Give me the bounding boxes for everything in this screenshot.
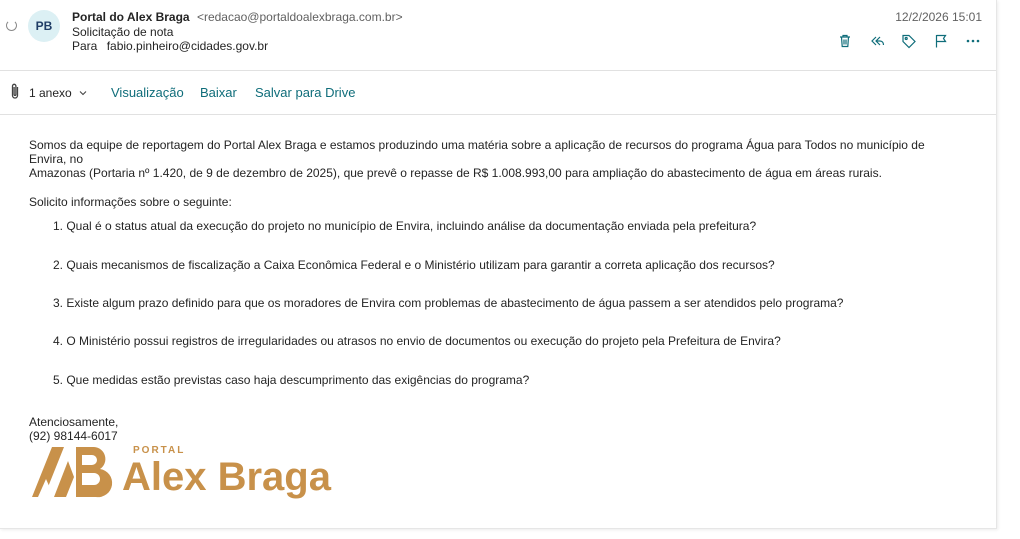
flag-icon: [933, 33, 949, 49]
delete-button[interactable]: [834, 32, 856, 50]
tag-icon: [901, 33, 917, 49]
email-subject: Solicitação de nota: [72, 25, 174, 39]
to-label: Para: [72, 39, 98, 53]
logo-mark-icon: [30, 445, 116, 499]
question-item: 1. Qual é o status atual da execução do projeto no município de Envira, incluindo análise da documentação enviada pela prefeitura?: [53, 219, 757, 233]
intro-line-1: Somos da equipe de reportagem do Portal Alex Braga e estamos produzindo uma matéria sobre a aplicação de recursos do programa Água para Todos no município de Envira, no: [29, 138, 925, 166]
portal-alex-braga-logo: [30, 443, 360, 499]
logo-name: Alex Braga: [122, 455, 331, 499]
email-date: 12/2/2026 15:01: [895, 10, 982, 24]
more-button[interactable]: [962, 32, 984, 50]
trash-icon: [837, 33, 853, 49]
question-item: 3. Existe algum prazo definido para que os moradores de Envira com problemas de abastecimento de água passem a ser atendidos pelo programa?: [53, 296, 844, 310]
recipient-email[interactable]: fabio.pinheiro@cidades.gov.br: [106, 39, 269, 53]
download-button[interactable]: Baixar: [200, 85, 237, 100]
chevron-down-icon: [78, 88, 88, 98]
sender-line: [72, 10, 403, 24]
email-actions: [834, 32, 984, 50]
request-line: Solicito informações sobre o seguinte:: [29, 195, 232, 209]
reply-all-button[interactable]: [866, 32, 888, 50]
reply-all-icon: [869, 33, 885, 49]
select-radio[interactable]: [6, 20, 17, 31]
tag-button[interactable]: [898, 32, 920, 50]
sender-email: <redacao@portaldoalexbraga.com.br>: [196, 10, 403, 24]
attachment-count-label: 1 anexo: [29, 86, 72, 100]
question-item: 5. Que medidas estão previstas caso haja descumprimento das exigências do programa?: [53, 373, 530, 387]
email-body: [29, 138, 959, 443]
attachment-bar: [0, 71, 996, 115]
flag-button[interactable]: [930, 32, 952, 50]
recipient-line: [72, 39, 268, 53]
logo-small-text: PORTAL: [133, 445, 186, 456]
question-item: 2. Quais mecanismos de fiscalização a Caixa Econômica Federal e o Ministério utilizam para garantir a correta aplicação dos recursos?: [53, 258, 775, 272]
sender-name[interactable]: Portal do Alex Braga: [72, 10, 190, 24]
attachment-count-dropdown[interactable]: [29, 86, 88, 100]
intro-line-2: Amazonas (Portaria nº 1.420, de 9 de dezembro de 2025), que prevê o repasse de R$ 1.008.993,00 para ampliação do abastecimento de água em áreas rurais.: [29, 166, 882, 180]
more-icon: [965, 33, 981, 49]
preview-button[interactable]: Visualização: [111, 85, 184, 100]
avatar-initials: PB: [35, 19, 53, 33]
avatar[interactable]: [28, 10, 60, 42]
question-item: 4. O Ministério possui registros de irregularidades ou atrasos no envio de documentos ou execução do projeto pela Prefeitura de Envira?: [53, 334, 781, 348]
save-to-drive-button[interactable]: Salvar para Drive: [255, 85, 356, 100]
closing-text: Atenciosamente,: [29, 415, 119, 429]
paperclip-icon: [9, 82, 21, 100]
email-header: [0, 0, 996, 71]
signature: [29, 415, 118, 443]
phone-number: (92) 98144-6017: [29, 429, 118, 443]
